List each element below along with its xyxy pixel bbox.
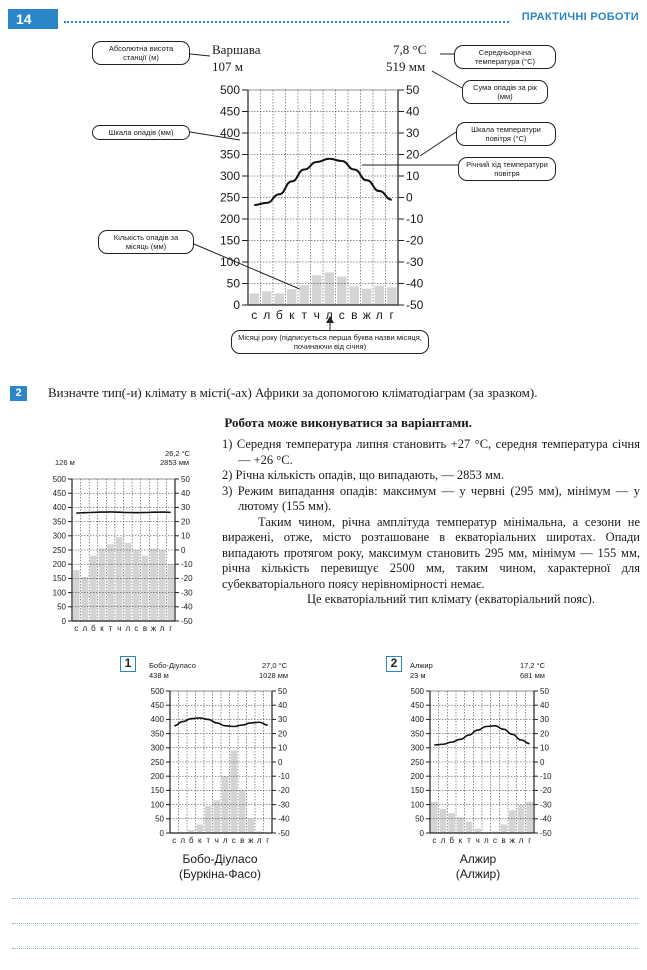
section-title: ПРАКТИЧНІ РОБОТИ xyxy=(521,11,639,23)
precip-tick-label: 500 xyxy=(410,686,424,696)
temp-tick-label: 40 xyxy=(406,104,420,119)
task-subtitle: Робота може виконуватися за варіантами. xyxy=(224,415,472,430)
month-label: т xyxy=(206,836,211,845)
variant-2-annual-precip: 681 мм xyxy=(520,671,545,680)
precip-tick-label: 200 xyxy=(410,772,424,781)
month-label: л xyxy=(263,308,271,322)
answer-line-3 xyxy=(12,948,638,949)
analysis-conclusion: Це екваторіальний тип клімату (екваторіальний пояс). xyxy=(307,592,595,606)
precip-bar xyxy=(509,810,516,833)
example-altitude: 126 м xyxy=(55,458,75,467)
temp-tick-label: 40 xyxy=(181,489,190,498)
month-label: л xyxy=(222,836,228,845)
precip-tick-label: 150 xyxy=(410,786,424,796)
precip-tick-label: 150 xyxy=(150,786,164,796)
month-label: ж xyxy=(150,624,157,633)
precip-tick-label: 400 xyxy=(410,715,424,725)
precip-tick-label: 0 xyxy=(233,298,240,313)
precip-tick-label: 400 xyxy=(219,126,240,141)
month-label: л xyxy=(125,624,131,633)
sample-mean-temp: 7,8 °С xyxy=(393,42,427,57)
precip-tick-label: 250 xyxy=(52,545,66,555)
precip-tick-label: 450 xyxy=(410,701,424,710)
month-label: б xyxy=(449,836,454,845)
temp-tick-label: 0 xyxy=(406,190,413,205)
temp-tick-label: 50 xyxy=(540,686,549,696)
month-label: ч xyxy=(214,836,219,845)
precip-tick-label: 150 xyxy=(52,574,66,584)
temp-tick-label: 0 xyxy=(540,757,545,767)
variant-1-station: Бобо-Діуласо xyxy=(149,661,196,670)
month-label: к xyxy=(100,624,104,633)
temp-tick-label: 30 xyxy=(278,715,287,725)
month-label: в xyxy=(351,308,358,322)
month-label: с xyxy=(231,836,236,845)
answer-line-2 xyxy=(12,923,638,924)
temp-tick-label: -40 xyxy=(540,814,552,824)
month-label: в xyxy=(501,836,506,845)
analysis-paragraph: Таким чином, річна амплітуда температур мінімальна, а сезони не виражені, отже, місто розташоване в екваторіальних широтах. Опади випадають протягом року, максимум становить 295 мм, мінімум — 155 мм, річна кількість перевищує 2500 мм, таким чином, характерної для субекваторіального поясу нерівномірності немає. xyxy=(222,514,640,591)
month-label: л xyxy=(375,308,383,322)
temp-tick-label: -40 xyxy=(181,602,193,612)
precip-bar xyxy=(500,824,507,833)
month-label: к xyxy=(289,308,295,322)
temp-tick-label: 0 xyxy=(181,545,186,555)
month-label: б xyxy=(188,836,194,845)
temp-tick-label: -30 xyxy=(278,800,290,810)
temp-tick-label: -20 xyxy=(540,786,552,796)
task-number-badge: 2 xyxy=(10,386,27,401)
precip-tick-label: 500 xyxy=(52,474,66,484)
temp-tick-label: -30 xyxy=(181,588,193,598)
precip-tick-label: 350 xyxy=(410,729,424,739)
precip-tick-label: 0 xyxy=(61,616,66,626)
temp-tick-label: 20 xyxy=(278,729,287,739)
variant-2-caption-city: Алжир xyxy=(459,852,497,866)
precip-tick-label: 250 xyxy=(150,757,164,767)
temp-tick-label: -20 xyxy=(406,233,424,248)
temp-tick-label: -20 xyxy=(181,574,193,584)
month-label: с xyxy=(134,624,139,633)
temp-tick-label: -50 xyxy=(540,828,552,838)
precip-bar xyxy=(526,802,533,833)
temp-tick-label: -50 xyxy=(278,828,290,838)
callout-monthly-precip: Кількість опадів за місяць (мм) xyxy=(98,230,194,254)
temp-tick-label: 50 xyxy=(278,686,287,696)
temp-tick-label: 10 xyxy=(540,743,549,753)
temp-tick-label: -10 xyxy=(406,212,424,227)
precip-tick-label: 300 xyxy=(150,743,164,753)
callout-annual-precip: Сума опадів за рік (мм) xyxy=(462,80,548,104)
variant-1-caption-city: Бобо-Діуласо xyxy=(182,852,258,866)
month-label: л xyxy=(159,624,165,633)
precip-tick-label: 350 xyxy=(150,729,164,739)
callout-precip-scale: Шкала опадів (мм) xyxy=(92,125,190,140)
analysis-point-2: 2) Річна кількість опадів, що випадають, — 2853 мм. xyxy=(222,468,504,482)
temp-tick-label: -40 xyxy=(406,276,424,291)
variant-1-mean-temp: 27,0 °С xyxy=(262,661,288,670)
month-label: г xyxy=(169,624,173,633)
precip-tick-label: 250 xyxy=(410,757,424,767)
precip-bar xyxy=(457,817,464,833)
precip-tick-label: 450 xyxy=(52,489,66,498)
temp-tick-label: 20 xyxy=(181,517,190,527)
month-label: к xyxy=(458,836,463,845)
temp-tick-label: -30 xyxy=(540,800,552,810)
sample-city: Варшава xyxy=(212,42,261,57)
variant-1-altitude: 438 м xyxy=(149,671,169,680)
temp-tick-label: 30 xyxy=(540,715,549,725)
temp-tick-label: -40 xyxy=(278,814,290,824)
precip-tick-label: 150 xyxy=(219,233,240,248)
month-label: л xyxy=(256,836,262,845)
temp-tick-label: -30 xyxy=(406,255,424,270)
temp-tick-label: -10 xyxy=(181,560,193,569)
month-label: ч xyxy=(117,624,122,633)
temp-tick-label: -10 xyxy=(278,772,290,781)
task-text: Визначте тип(-и) клімату в місті(-ах) Африки за допомогою кліматодіаграм (за зразком). xyxy=(48,385,538,400)
month-label: ч xyxy=(475,836,480,845)
month-label: л xyxy=(325,308,333,322)
month-label: ж xyxy=(509,836,516,845)
variant-2-caption-country: (Алжир) xyxy=(455,867,501,881)
variant-1-badge: 1 xyxy=(120,656,136,672)
temp-tick-label: 40 xyxy=(540,701,549,710)
precip-tick-label: 500 xyxy=(150,686,164,696)
precip-bar xyxy=(431,802,438,833)
precip-tick-label: 100 xyxy=(150,800,164,810)
callout-altitude: Абсолютна висота станції (м) xyxy=(92,41,190,65)
temp-tick-label: 30 xyxy=(181,503,190,513)
temp-tick-label: 30 xyxy=(406,126,420,141)
precip-tick-label: 300 xyxy=(52,531,66,541)
precip-tick-label: 100 xyxy=(410,800,424,810)
variant-1-caption-country: (Буркіна-Фасо) xyxy=(179,867,261,881)
month-label: л xyxy=(440,836,446,845)
precip-tick-label: 100 xyxy=(219,255,240,270)
temp-tick-label: 40 xyxy=(278,701,287,710)
month-label: т xyxy=(108,624,113,633)
precip-tick-label: 50 xyxy=(415,814,424,824)
month-label: г xyxy=(266,836,270,845)
variant-2-caption xyxy=(408,852,548,882)
temp-tick-label: -20 xyxy=(278,786,290,796)
temp-tick-label: 10 xyxy=(181,531,190,541)
sample-altitude: 107 м xyxy=(212,59,243,74)
precip-tick-label: 350 xyxy=(52,517,66,527)
precip-tick-label: 300 xyxy=(219,169,240,184)
month-label: б xyxy=(91,624,96,633)
month-label: л xyxy=(518,836,524,845)
variant-2-badge: 2 xyxy=(386,656,402,672)
precip-bar xyxy=(448,813,455,833)
temp-tick-label: 10 xyxy=(278,743,287,753)
temp-tick-label: 0 xyxy=(278,757,283,767)
month-label: ж xyxy=(362,308,371,322)
precip-tick-label: 500 xyxy=(219,83,240,98)
precip-tick-label: 200 xyxy=(219,212,240,227)
answer-line-1 xyxy=(12,898,638,899)
temp-tick-label: 10 xyxy=(406,169,420,184)
analysis-point-1: 1) Середня температура липня становить +27 °С, середня температура січня — +26 °С. xyxy=(222,437,640,467)
precip-tick-label: 200 xyxy=(150,772,164,781)
sample-annual-precip: 519 мм xyxy=(386,59,426,74)
precip-tick-label: 350 xyxy=(219,147,240,162)
precip-tick-label: 400 xyxy=(150,715,164,725)
temp-tick-label: -50 xyxy=(181,616,193,626)
precip-tick-label: 450 xyxy=(150,701,164,710)
temp-tick-label: 20 xyxy=(540,729,549,739)
precip-bar xyxy=(474,829,481,833)
month-label: т xyxy=(467,836,471,845)
callout-months: Місяці року (підписується перша буква назви місяця, починаючи від січня) xyxy=(231,330,429,354)
example-annual-precip: 2853 мм xyxy=(160,458,190,467)
precip-tick-label: 300 xyxy=(410,743,424,753)
month-label: т xyxy=(301,308,307,322)
month-label: с xyxy=(432,836,437,845)
temp-tick-label: 20 xyxy=(406,147,420,162)
precip-tick-label: 450 xyxy=(219,104,240,119)
precip-bar xyxy=(466,822,473,833)
callout-mean-temp: Середньорічна температура (°С) xyxy=(454,45,556,69)
month-label: ж xyxy=(248,836,254,845)
month-label: к xyxy=(198,836,202,845)
variant-2-altitude: 23 м xyxy=(410,671,426,680)
month-label: в xyxy=(240,836,245,845)
month-label: л xyxy=(180,836,186,845)
month-label: с xyxy=(338,308,345,322)
month-label: г xyxy=(389,308,394,322)
precip-tick-label: 0 xyxy=(419,828,424,838)
variant-1-annual-precip: 1028 мм xyxy=(259,671,289,680)
temp-tick-label: -10 xyxy=(540,772,552,781)
example-mean-temp: 26,2 °С xyxy=(165,449,191,458)
temp-tick-label: -50 xyxy=(406,298,424,313)
precip-tick-label: 50 xyxy=(57,602,66,612)
temp-tick-label: 50 xyxy=(181,474,190,484)
month-label: в xyxy=(142,624,148,633)
precip-tick-label: 100 xyxy=(52,588,66,598)
month-label: л xyxy=(483,836,489,845)
callout-temp-scale: Шкала температури повітря (°С) xyxy=(456,122,556,146)
month-label: ч xyxy=(313,308,320,322)
month-label: с xyxy=(74,624,79,633)
precip-tick-label: 200 xyxy=(52,560,66,569)
month-label: л xyxy=(82,624,88,633)
variant-2-mean-temp: 17,2 °С xyxy=(520,661,546,670)
precip-tick-label: 50 xyxy=(226,276,240,291)
precip-tick-label: 50 xyxy=(155,814,164,824)
analysis-point-3: 3) Режим випадання опадів: максимум — у червні (295 мм), мінімум — у лютому (155 мм). xyxy=(222,483,640,513)
precip-tick-label: 0 xyxy=(159,828,164,838)
variant-2-station: Алжир xyxy=(410,661,433,670)
callout-temp-course: Річний хід температури повітря xyxy=(458,157,556,181)
month-label: с xyxy=(251,308,258,322)
precip-tick-label: 400 xyxy=(52,503,66,513)
precip-bar xyxy=(440,809,447,833)
precip-tick-label: 250 xyxy=(219,190,240,205)
temp-tick-label: 50 xyxy=(406,83,420,98)
month-label: с xyxy=(172,836,177,845)
month-label: с xyxy=(493,836,497,845)
month-label: г xyxy=(528,836,532,845)
month-label: б xyxy=(275,308,283,322)
page-number: 14 xyxy=(8,9,58,29)
